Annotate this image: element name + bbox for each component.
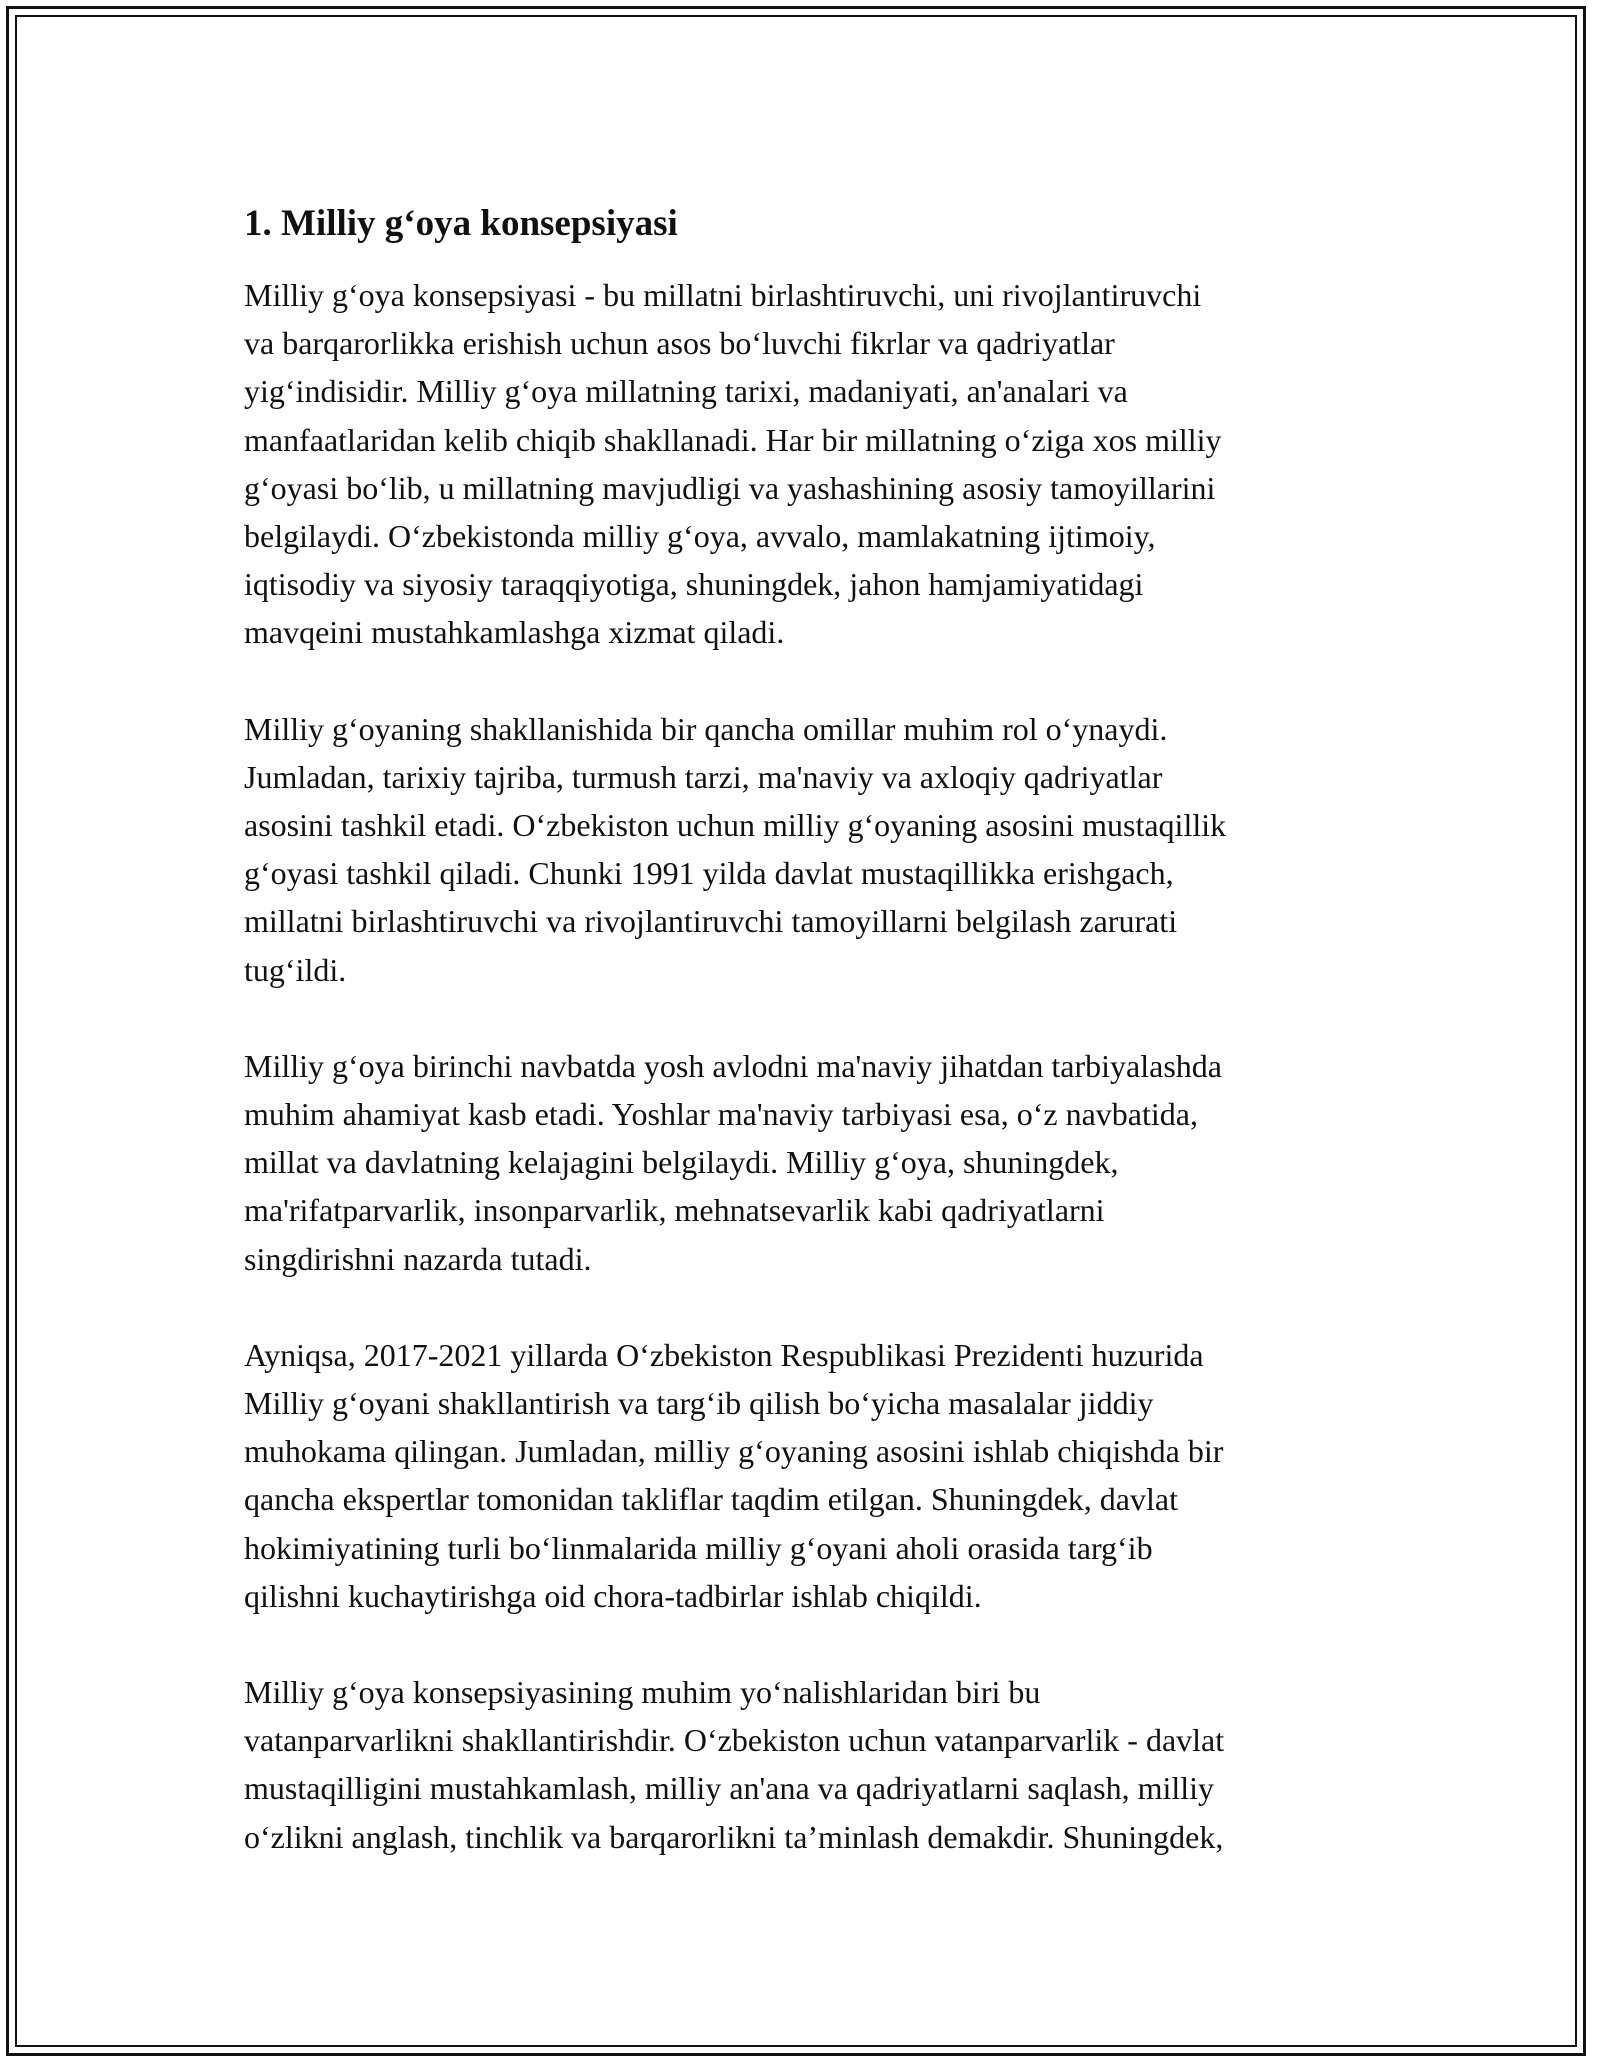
paragraph-4: Ayniqsa, 2017-2021 yillarda O‘zbekiston Respublikasi Prezidenti huzurida Milliy g‘oyani shakllantirish va targ‘ib qilish bo‘yicha masalalar jiddiy muhokama qilingan. Jumladan, milliy g‘oyaning asosini ishlab chiqishda bir qancha ekspertlar tomonidan takliflar taqdim etilgan. Shuningdek, davlat hokimiyatining turli bo‘linmalarida milliy g‘oyani aholi orasida targ‘ib qilishni kuchaytirishga oid chora-tadbirlar ishlab chiqildi. — [244, 1336, 1224, 1614]
paragraph-1: Milliy g‘oya konsepsiyasi - bu millatni birlashtiruvchi, uni rivojlantiruvchi va barqarorlikka erishish uchun asos bo‘luvchi fikrlar va qadriyatlar yig‘indisidir. Milliy g‘oya millatning tarixi, madaniyati, an'analari va manfaatlaridan kelib chiqib shakllanadi. Har bir millatning o‘ziga xos milliy g‘oyasi bo‘lib, u millatning mavjudligi va yashashining asosiy tamoyillarini belgilaydi. O‘zbekistonda milliy g‘oya, avvalo, mamlakatning ijtimoiy, iqtisodiy va siyosiy taraqqiyotiga, shuningdek, jahon hamjamiyatidagi mavqeini mustahkamlashga xizmat qiladi. — [244, 277, 1222, 651]
paragraph-2: Milliy g‘oyaning shakllanishida bir qancha omillar muhim rol o‘ynaydi. Jumladan, tarixiy tajriba, turmush tarzi, ma'naviy va axloqiy qadriyatlar asosini tashkil etadi. O‘zbekiston uchun milliy g‘oyaning asosini mustaqillik g‘oyasi tashkil qiladi. Chunki 1991 yilda davlat mustaqillikka erishgach, millatni birlashtiruvchi va rivojlantiruvchi tamoyillarni belgilash zarurati tug‘ildi. — [244, 710, 1227, 988]
document-page — [6, 6, 1586, 2056]
document-body — [244, 199, 1379, 1909]
paragraph-3: Milliy g‘oya birinchi navbatda yosh avlodni ma'naviy jihatdan tarbiyalashda muhim ahamiyat kasb etadi. Yoshlar ma'naviy tarbiyasi esa, o‘z navbatida, millat va davlatning kelajagini belgilaydi. Milliy g‘oya, shuningdek, ma'rifatparvarlik, insonparvarlik, mehnatsevarlik kabi qadriyatlarni singdirishni nazarda tutadi. — [244, 1047, 1222, 1277]
section-heading: 1. Milliy g‘oya konsepsiyasi — [244, 203, 678, 244]
paragraph-5: Milliy g‘oya konsepsiyasining muhim yo‘nalishlaridan biri bu vatanparvarlikni shakllantirishdir. O‘zbekiston uchun vatanparvarlik - davlat mustaqilligini mustahkamlash, milliy an'ana va qadriyatlarni saqlash, milliy o‘zlikni anglash, tinchlik va barqarorlikni ta’minlash demakdir. Shuningdek, — [244, 1674, 1225, 1855]
